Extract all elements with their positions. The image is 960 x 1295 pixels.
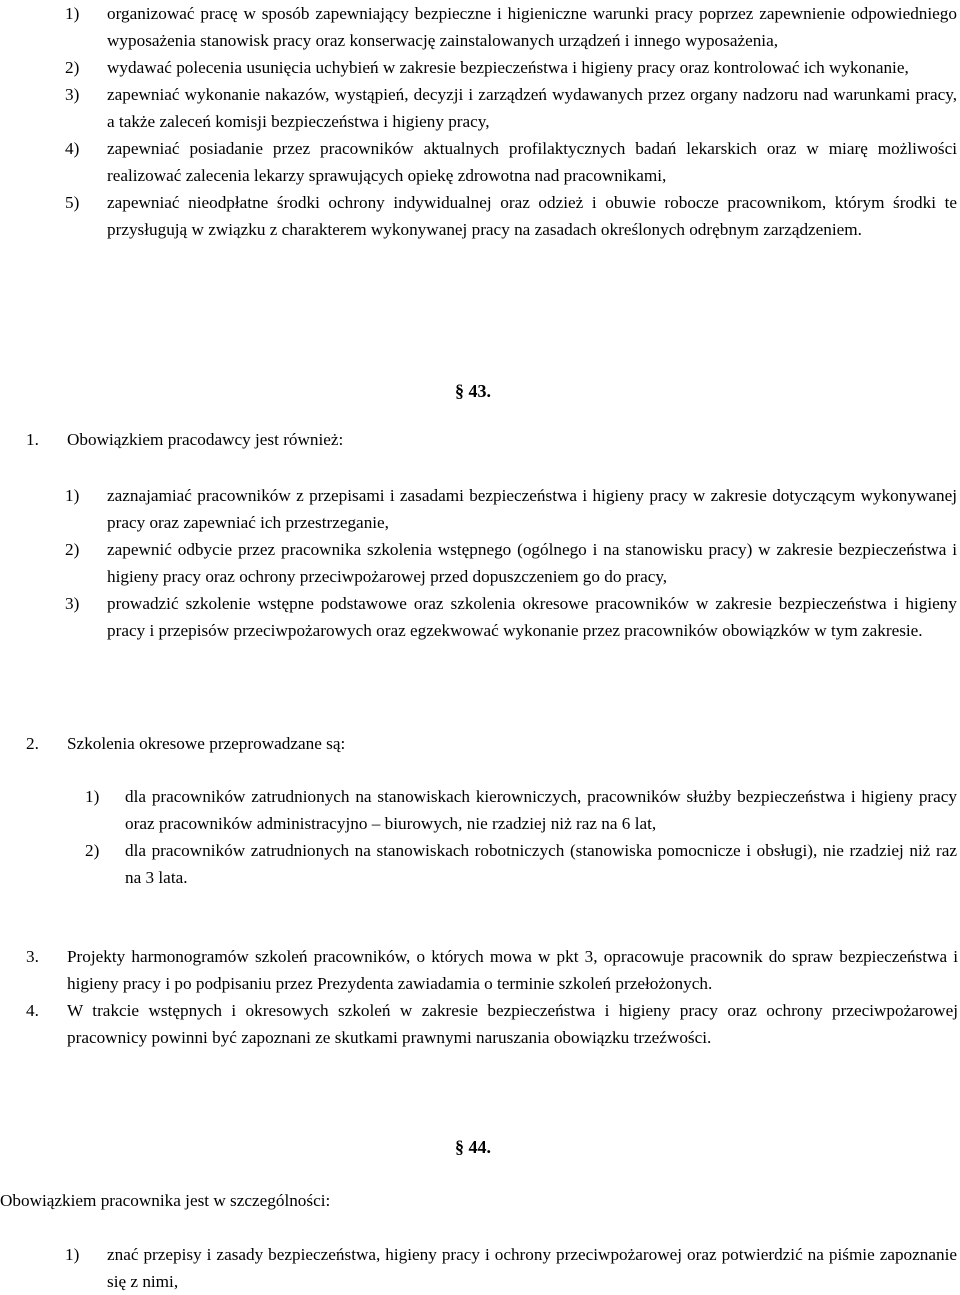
- list-item-number: 1): [65, 486, 80, 505]
- list-item: [65, 0, 957, 54]
- section-heading: § 44.: [455, 1137, 491, 1157]
- list-item: [65, 482, 957, 536]
- list-item: [65, 54, 957, 81]
- list-item: [65, 189, 957, 243]
- list-item: [65, 135, 957, 189]
- section-intro: Obowiązkiem pracownika jest w szczególności:: [0, 1191, 331, 1210]
- section-42-list: [65, 0, 957, 243]
- list-item-text: zapewniać wykonanie nakazów, wystąpień, decyzji i zarządzeń wydawanych przez organy nadzoru nad warunkami pracy, a także zaleceń komisji bezpieczeństwa i higieny pracy,: [107, 85, 957, 131]
- list-item-number: 4): [65, 139, 80, 158]
- list-item-text: znać przepisy i zasady bezpieczeństwa, higieny pracy i ochrony przeciwpożarowej oraz potwierdzić na piśmie zapoznanie się z nimi,: [107, 1245, 957, 1291]
- list-item-number: 2): [85, 841, 100, 860]
- paragraph-1-list: [65, 482, 957, 644]
- list-item-text: wydawać polecenia usunięcia uchybień w zakresie bezpieczeństwa i higieny pracy oraz kontrolować ich wykonanie,: [107, 58, 909, 77]
- paragraph-text: Projekty harmonogramów szkoleń pracowników, o których mowa w pkt 3, opracowuje pracownik do spraw bezpieczeństwa i higieny pracy i po podpisaniu przez Prezydenta zawiadamia o terminie szkoleń przełożonych.: [67, 947, 958, 993]
- list-item: [85, 837, 957, 891]
- paragraph-3-4: [26, 943, 958, 1051]
- paragraph-2-list: [85, 783, 957, 891]
- paragraph-text: W trakcie wstępnych i okresowych szkoleń w zakresie bezpieczeństwa i higieny pracy oraz ochrony przeciwpożarowej pracownicy powinni być zapoznani ze skutkami prawnymi naruszania obowiązku trzeźwości.: [67, 1001, 958, 1047]
- paragraph: [26, 943, 958, 997]
- list-item-text: zapewniać posiadanie przez pracowników aktualnych profilaktycznych badań lekarskich oraz w miarę możliwości realizować zalecenia lekarzy sprawujących opiekę zdrowotna nad pracownikami,: [107, 139, 957, 185]
- list-item: [65, 1241, 957, 1295]
- list-item-text: zapewnić odbycie przez pracownika szkolenia wstępnego (ogólnego i na stanowisku pracy) w zakresie bezpieczeństwa i higieny pracy oraz ochrony przeciwpożarowej przed dopuszczeniem go do pracy,: [107, 540, 957, 586]
- list-item-number: 3): [65, 85, 80, 104]
- section-44-list: [65, 1241, 957, 1295]
- list-item-text: prowadzić szkolenie wstępne podstawowe oraz szkolenia okresowe pracowników w zakresie bezpieczeństwa i higieny pracy i przepisów przeciwpożarowych oraz egzekwować wykonanie przez pracowników obowiązków w tym zakresie.: [107, 594, 957, 640]
- paragraph-number: 4.: [26, 1001, 39, 1020]
- section-heading: § 43.: [455, 381, 491, 401]
- list-item-number: 1): [85, 787, 100, 806]
- paragraph: [26, 997, 958, 1051]
- list-item-number: 5): [65, 193, 80, 212]
- list-item-number: 2): [65, 540, 80, 559]
- list-item-text: organizować pracę w sposób zapewniający bezpieczne i higieniczne warunki pracy poprzez zapewnienie odpowiedniego wyposażenia stanowisk pracy oraz konserwację zainstalowanych urządzeń i innego wyposażenia,: [107, 4, 957, 50]
- list-item-text: dla pracowników zatrudnionych na stanowiskach kierowniczych, pracowników służby bezpieczeństwa i higieny pracy oraz pracowników administracyjno – biurowych, nie rzadziej niż raz na 6 lat,: [125, 787, 957, 833]
- list-item-text: dla pracowników zatrudnionych na stanowiskach robotniczych (stanowiska pomocnicze i obsługi), nie rzadziej niż raz na 3 lata.: [125, 841, 957, 887]
- list-item: [65, 590, 957, 644]
- list-item-text: zaznajamiać pracowników z przepisami i zasadami bezpieczeństwa i higieny pracy w zakresie dotyczącym wykonywanej pracy oraz zapewniać ich przestrzeganie,: [107, 486, 957, 532]
- paragraph-number: 3.: [26, 947, 39, 966]
- paragraph-number: 1.: [26, 430, 39, 449]
- list-item-number: 2): [65, 58, 80, 77]
- list-item-number: 1): [65, 4, 80, 23]
- list-item: [85, 783, 957, 837]
- list-item-text: zapewniać nieodpłatne środki ochrony indywidualnej oraz odzież i obuwie robocze pracownikom, którym środki te przysługują w związku z charakterem wykonywanej pracy na zasadach określonych odrębnym zarządzeniem.: [107, 193, 957, 239]
- paragraph-intro: Szkolenia okresowe przeprowadzane są:: [67, 734, 346, 753]
- list-item: [65, 81, 957, 135]
- list-item-number: 3): [65, 594, 80, 613]
- list-item: [65, 536, 957, 590]
- paragraph-intro: Obowiązkiem pracodawcy jest również:: [67, 430, 344, 449]
- list-item-number: 1): [65, 1245, 80, 1264]
- paragraph-number: 2.: [26, 734, 39, 753]
